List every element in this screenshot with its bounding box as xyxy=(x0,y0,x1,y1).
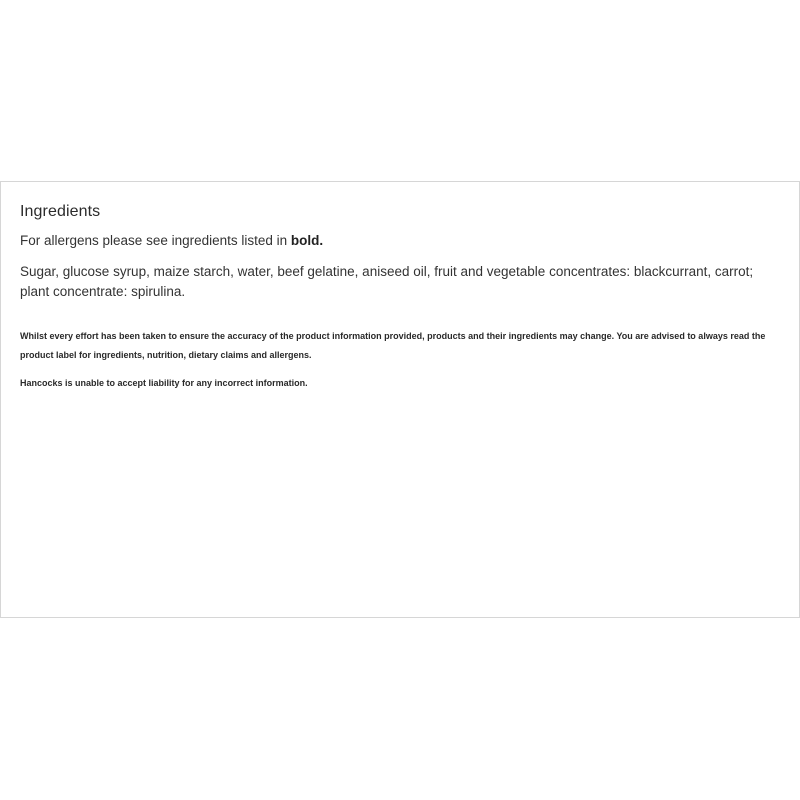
ingredients-title: Ingredients xyxy=(20,203,101,220)
accuracy-disclaimer: Whilst every effort has been taken to ensure the accuracy of the product information provided, products and their ingredients may change. You are advised to always read the product label for ingredients, nutrition, dietary claims and allergens. xyxy=(20,331,766,360)
allergen-note-bold: bold. xyxy=(290,233,324,248)
liability-disclaimer: Hancocks is unable to accept liability for any incorrect information. xyxy=(20,378,308,388)
allergen-note xyxy=(20,233,323,248)
ingredients-list: Sugar, glucose syrup, maize starch, water, beef gelatine, aniseed oil, fruit and vegetable concentrates: blackcurrant, carrot; plant concentrate: spirulina. xyxy=(20,264,754,299)
ingredients-panel xyxy=(0,181,800,618)
allergen-note-text: For allergens please see ingredients listed in xyxy=(20,233,291,248)
